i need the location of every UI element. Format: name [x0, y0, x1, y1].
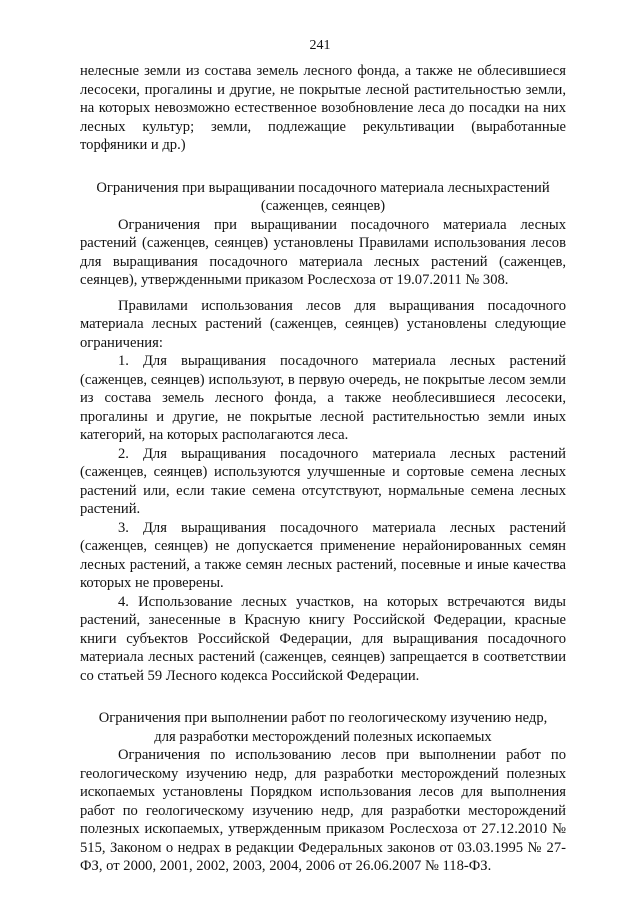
intro-paragraph: нелесные земли из состава земель лесного фонда, а также не облесившиеся лесосеки, прогалины и другие, не покрытые лесной растительностью земли, на которых невозможно естественное возобновление леса до посадки на них лесных культур; земли, подлежащие рекультивации (выработанные торфяники и др.): [80, 63, 566, 153]
section-1-title-line-2: (саженцев, сеянцев): [260, 198, 386, 214]
section-1-item-1: 1. Для выращивания посадочного материала лесных растений (саженцев, сеянцев) используют, в первую очередь, не покрытые лесом земли из состава земель лесного фонда, а также необлесившиеся лесосеки, прогалины и другие, не покрытые лесной растительностью земли иных категорий, на которых располагаются леса.: [80, 353, 566, 443]
section-2-paragraph-1: Ограничения по использованию лесов при выполнении работ по геологическому изучению недр, для разработки месторождений полезных ископаемых установлены Порядком использования лесов для выполнения работ по геологическому изучению недр, для разработки месторождений полезных ископаемых, утвержденным приказом Рослесхоза от 27.12.2010 № 515, Законом о недрах в редакции Федеральных законов от 03.03.1995 № 27-ФЗ, от 2000, 2001, 2002, 2003, 2004, 2006 от 26.06.2007 № 118-ФЗ.: [80, 747, 566, 874]
section-1-paragraph-2: Правилами использования лесов для выращивания посадочного материала лесных растений (саженцев, сеянцев) установлены следующие ограничения:: [80, 297, 566, 351]
section-1-item-2: 2. Для выращивания посадочного материала лесных растений (саженцев, сеянцев) используются улучшенные и сортовые семена лесных растений или, если такие семена отсутствуют, нормальные семена лесных растений.: [80, 445, 566, 517]
section-1-title-line-1: Ограничения при выращивании посадочного материала лесныхрастений: [96, 179, 550, 196]
section-1-paragraph-1: Ограничения при выращивании посадочного материала лесных растений (саженцев, сеянцев) установлены Правилами использования лесов для выращивания посадочного материала лесных растений (саженцев, сеянцев), утвержденными приказом Рослесхоза от 19.07.2011 № 308.: [80, 216, 566, 288]
page-content: [80, 62, 566, 876]
page-number: 241: [309, 38, 331, 53]
section-2-title-line-1: Ограничения при выполнении работ по геологическому изучению недр,: [98, 710, 548, 726]
section-2-title-line-2: для разработки месторождений полезных ископаемых: [154, 728, 492, 745]
section-1-item-3: 3. Для выращивания посадочного материала лесных растений (саженцев, сеянцев) не допускается применение нерайонированных семян лесных растений, а также семян лесных растений, посевные и иные качества которых не проверены.: [80, 519, 566, 591]
section-1-item-4: 4. Использование лесных участков, на которых встречаются виды растений, занесенные в Красную книгу Российской Федерации, красные книги субъектов Российской Федерации, для выращивания посадочного материала лесных растений (саженцев, сеянцев) запрещается в соответствии со статьей 59 Лесного кодекса Российской Федерации.: [80, 593, 566, 684]
